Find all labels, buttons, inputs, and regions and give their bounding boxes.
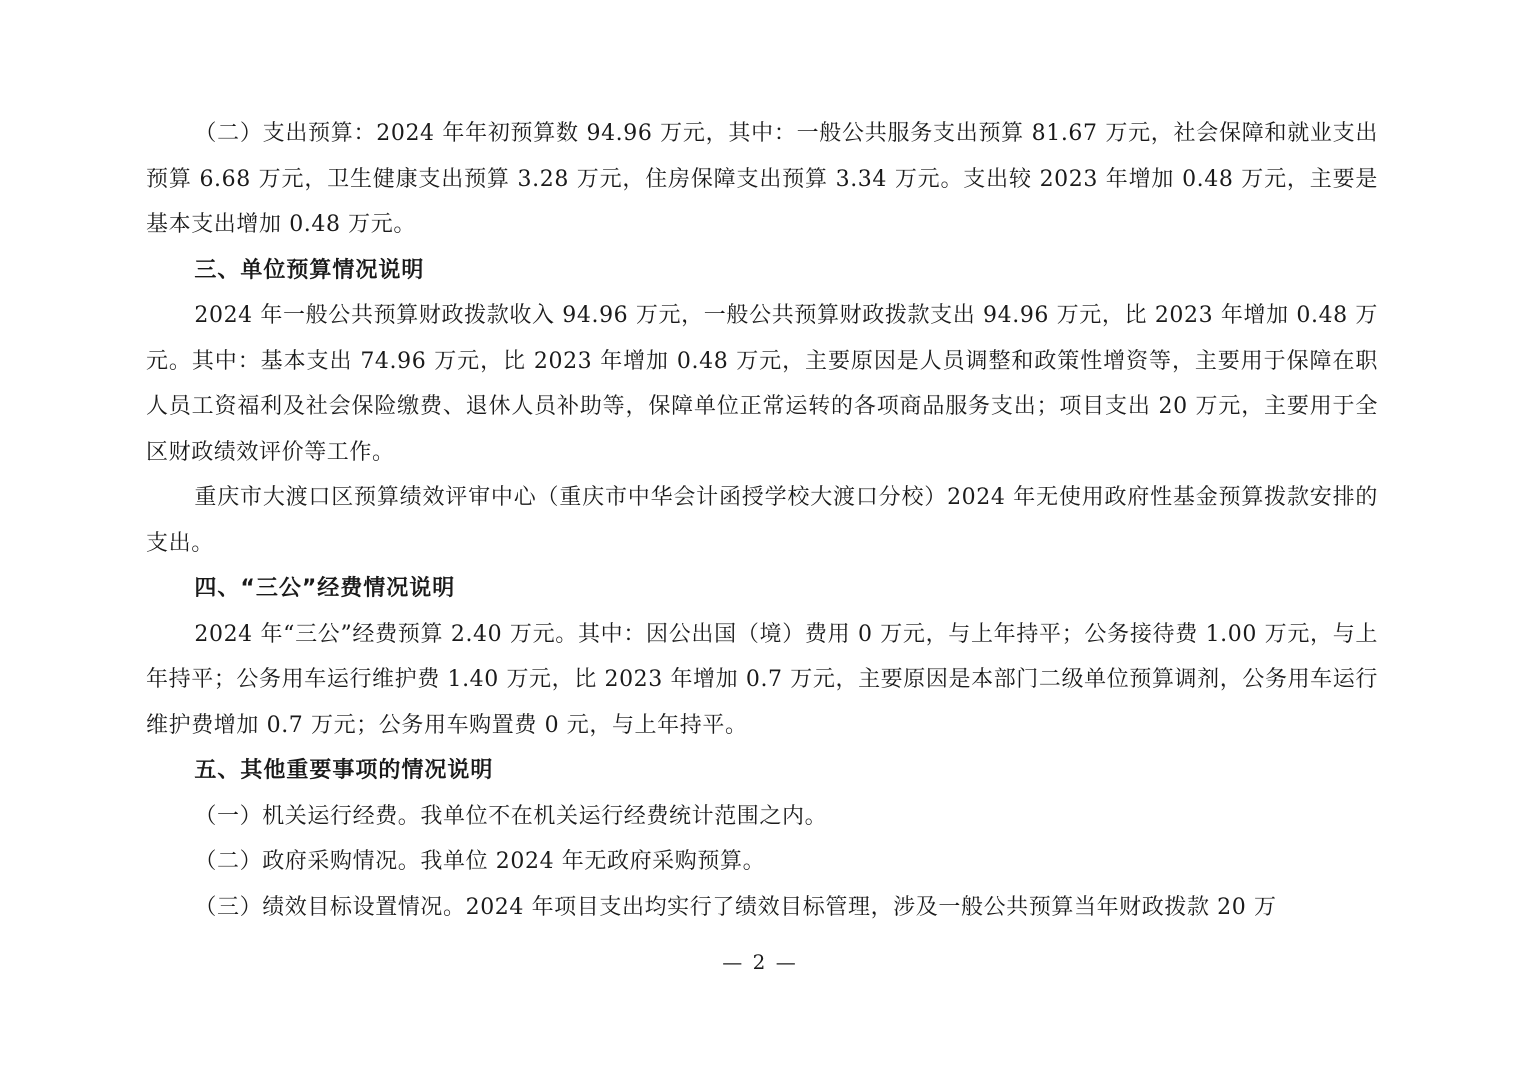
page-number: — 2 — <box>722 950 798 974</box>
document-body <box>146 111 1378 930</box>
paragraph-government-fund: 重庆市大渡口区预算绩效评审中心（重庆市中华会计函授学校大渡口分校）2024 年无使用政府性基金预算拨款安排的支出。 <box>146 485 1378 556</box>
heading-unit-budget: 三、单位预算情况说明 <box>194 257 425 283</box>
paragraph-performance-targets: （三）绩效目标设置情况。2024 年项目支出均实行了绩效目标管理，涉及一般公共预算当年财政拨款 20 万 <box>194 894 1277 920</box>
heading-three-public-expenses: 四、“三公”经费情况说明 <box>194 576 456 601</box>
paragraph-expenditure-budget: （二）支出预算：2024 年年初预算数 94.96 万元，其中：一般公共服务支出预算 81.67 万元，社会保障和就业支出预算 6.68 万元，卫生健康支出预算 3.28 万元，住房保障支出预算 3.34 万元。支出较 2023 年增加 0.48 万元，主要是基本支出增加 0.48 万元。 <box>146 121 1378 237</box>
paragraph-three-public-expenses: 2024 年“三公”经费预算 2.40 万元。其中：因公出国（境）费用 0 万元，与上年持平；公务接待费 1.00 万元，与上年持平；公务用车运行维护费 1.40 万元，比 2023 年增加 0.7 万元，主要原因是本部门二级单位预算调剂，公务用车运行维护费增加 0.7 万元；公务用车购置费 0 元，与上年持平。 <box>146 621 1378 738</box>
paragraph-operating-funds: （一）机关运行经费。我单位不在机关运行经费统计范围之内。 <box>194 803 828 829</box>
heading-other-matters: 五、其他重要事项的情况说明 <box>194 758 494 783</box>
paragraph-government-procurement: （二）政府采购情况。我单位 2024 年无政府采购预算。 <box>194 849 766 874</box>
paragraph-fiscal-appropriation: 2024 年一般公共预算财政拨款收入 94.96 万元，一般公共预算财政拨款支出 94.96 万元，比 2023 年增加 0.48 万元。其中：基本支出 74.96 万元，比 2023 年增加 0.48 万元，主要原因是人员调整和政策性增资等，主要用于保障在职人员工资福利及社会保险缴费、退休人员补助等，保障单位正常运转的各项商品服务支出；项目支出 20 万元，主要用于全区财政绩效评价等工作。 <box>146 303 1378 465</box>
